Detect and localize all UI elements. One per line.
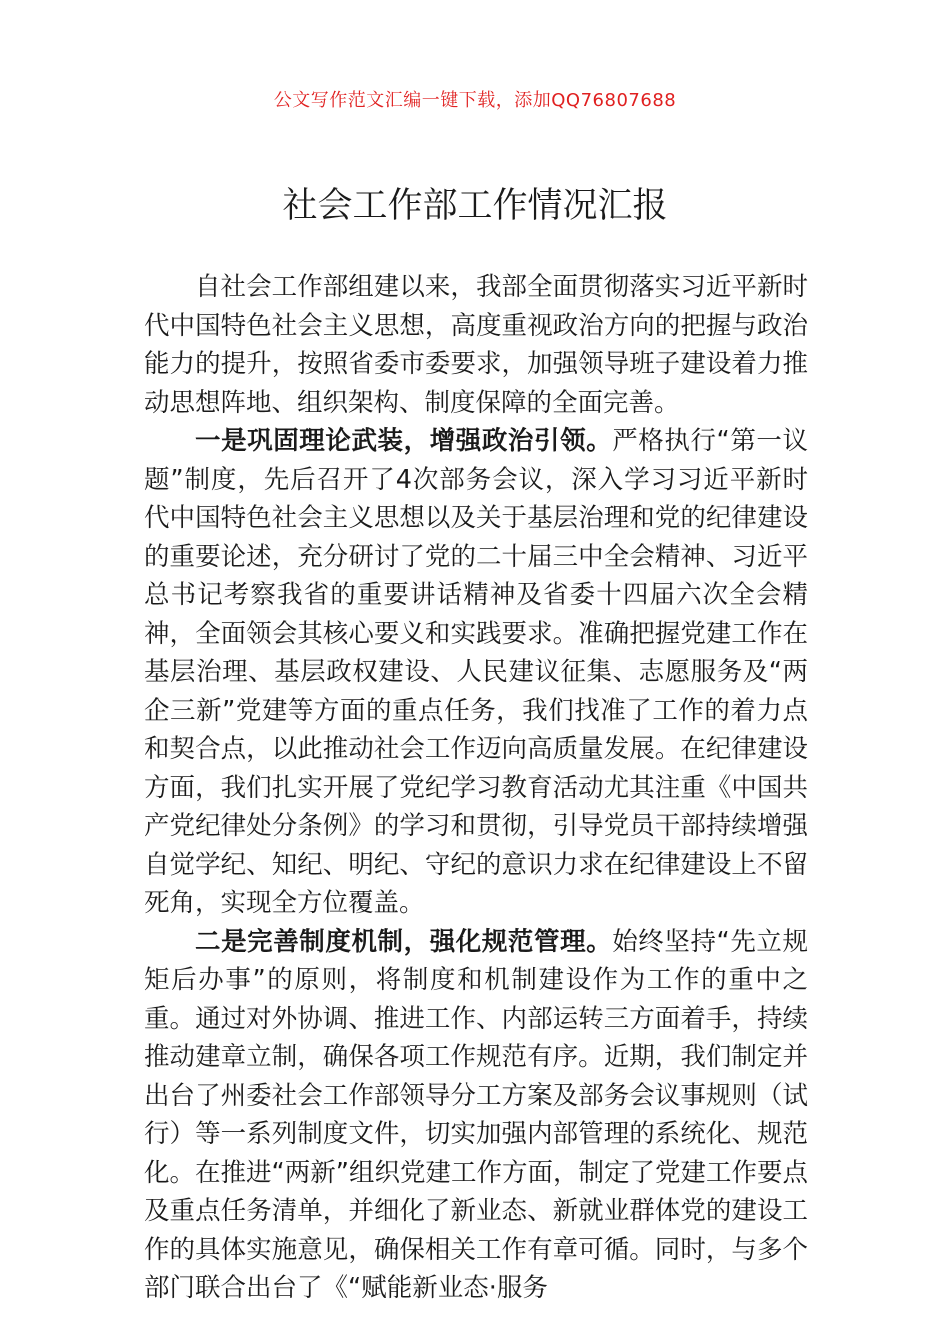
download-promo-note: 公文写作范文汇编一键下载，添加QQ76807688 — [273, 90, 677, 111]
document-title: 社会工作部工作情况汇报 — [282, 186, 668, 226]
paragraph-text: 始终坚持“先立规矩后办事”的原则，将制度和机制建设作为工作的重中之重。通过对外协调、推进工作、内部运转三方面着手，持续推动建章立制，确保各项工作规范有序。近期，我们制定并出台了州委社会工作部领导分工方案及部务会议事规则（试行）等一系列制度文件，切实加强内部管理的系统化、规范化。在推进“两新”组织党建工作方面，制定了党建工作要点及重点任务清单，并细化了新业态、新就业群体党的建设工作的具体实施意见，确保相关工作有章可循。同时，与多个部门联合出台了《“赋能新业态·服务 — [144, 926, 808, 1303]
document-body — [144, 268, 808, 1308]
section-one-paragraph — [144, 422, 808, 923]
paragraph-text: 自社会工作部组建以来，我部全面贯彻落实习近平新时代中国特色社会主义思想，高度重视政治方向的把握与政治能力的提升，按照省委市委要求，加强领导班子建设着力推动思想阵地、组织架构、制度保障的全面完善。 — [144, 272, 808, 418]
paragraph-text: 严格执行“第一议题”制度，先后召开了4次部务会议，深入学习习近平新时代中国特色社会主义思想以及关于基层治理和党的纪律建设的重要论述，充分研讨了党的二十届三中全会精神、习近平总书记考察我省的重要讲话精神及省委十四届六次全会精神，全面领会其核心要义和实践要求。准确把握党建工作在基层治理、基层政权建设、人民建议征集、志愿服务及“两企三新”党建等方面的重点任务，我们找准了工作的着力点和契合点，以此推动社会工作迈向高质量发展。在纪律建设方面，我们扎实开展了党纪学习教育活动尤其注重《中国共产党纪律处分条例》的学习和贯彻，引导党员干部持续增强自觉学纪、知纪、明纪、守纪的意识力求在纪律建设上不留死角，实现全方位覆盖。 — [144, 426, 808, 918]
intro-paragraph — [144, 268, 808, 422]
section-one-heading: 一是巩固理论武装，增强政治引领。 — [195, 426, 613, 456]
section-two-heading: 二是完善制度机制，强化规范管理。 — [195, 926, 613, 957]
section-two-paragraph — [144, 923, 808, 1308]
